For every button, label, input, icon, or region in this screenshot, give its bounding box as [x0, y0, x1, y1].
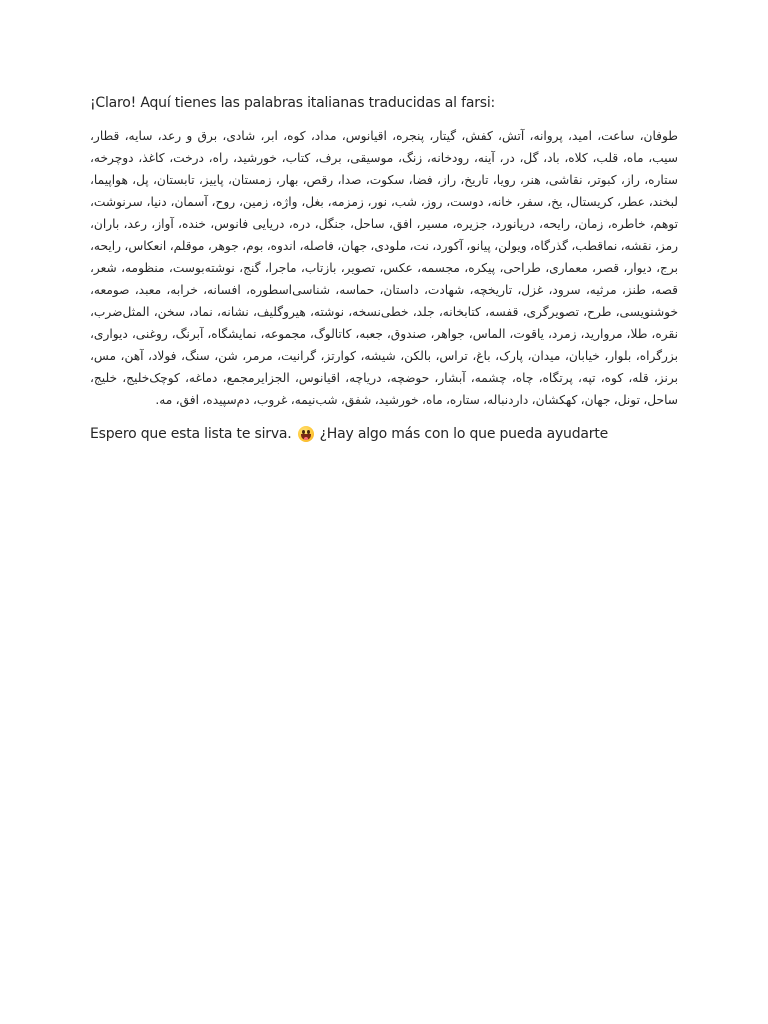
face-with-tongue-icon — [298, 426, 314, 442]
intro-text: ¡Claro! Aquí tienes las palabras italianas traducidas al farsi: — [90, 95, 496, 111]
followup-question: ¿Hay algo más con lo que pueda ayudarte — [319, 426, 609, 442]
closing-text: Espero que esta lista te sirva. — [90, 426, 292, 442]
farsi-word-list: طوفان، ساعت، امید، پروانه، آتش، کفش، گیتار، پنجره، اقیانوس، مداد، کوه، ابر، شادی، برق و رعد، سایه، قطار، سیب، ماه، قلب، کلاه، باد، گل، در، آینه، رودخانه، زنگ، موسیقی، برف، کتاب، خورشید، راه، درخت، کاغذ، دوچرخه، ستاره، راز، کبوتر، نقاشی، هنر، رویا، تاریخ، راز، فضا، سکوت، صدا، رقص، بهار، زمستان، پاییز، تابستان، پل، هواپیما، لبخند، عطر، کریستال، یخ، سفر، خانه، دوست، روز، شب، نور، زمزمه، بغل، واژه، زمین، روح، آسمان، دنیا، سرنوشت، توهم، خاطره، زمان، رایحه، دریانورد، جزیره، مسیر، افق، ساحل، جنگل، دره، دریایی فانوس، خنده، آواز، رعد، باران، رمز، نقشه، نماقطب، گذرگاه، ویولن، پیانو، آکورد، نت، ملودی، جهان، فاصله، اندوه، بوم، جوهر، موقلم، انعکاس، رایحه، برج، دیوار، قصر، معماری، طراحی، پیکره، مجسمه، عکس، تصویر، بازتاب، ماجرا، گنج، نوشته‌بوست، منظومه، شعر، قصه، طنز، مرثیه، سرود، غزل، تاریخچه، شهادت، داستان، حماسه، شناسی‌اسطوره، افسانه، خرابه، معبد، صومعه، خوشنویسی، طرح، تصویرگری، قفسه، کتابخانه، جلد، خطی‌نسخه، نوشته، هیروگلیف، نشانه، نماد، سخن، المثل‌ضرب، نقره، طلا، مروارید، زمرد، یاقوت، الماس، جواهر، صندوق، جعبه، کاتالوگ، مجموعه، نمایشگاه، آبرنگ، روغنی، دیواری، بزرگراه، بلوار، خیابان، میدان، پارک، باغ، تراس، بالکن، شیشه، کوارتز، گرانیت، مرمر، شن، سنگ، فولاد، آهن، مس، برنز، قله، کوه، تپه، پرتگاه، چاه، چشمه، آبشار، حوضچه، دریاچه، اقیانوس، الجزایرمجمع، دماغه، کوچک‌خلیج، خلیج، ساحل، تونل، جهان، کهکشان، داردنباله، ستاره، ماه، خورشید، شفق، شب‌نیمه، غروب، دم‌سپیده، افق، مه. — [90, 129, 678, 407]
closing-line — [90, 425, 678, 443]
